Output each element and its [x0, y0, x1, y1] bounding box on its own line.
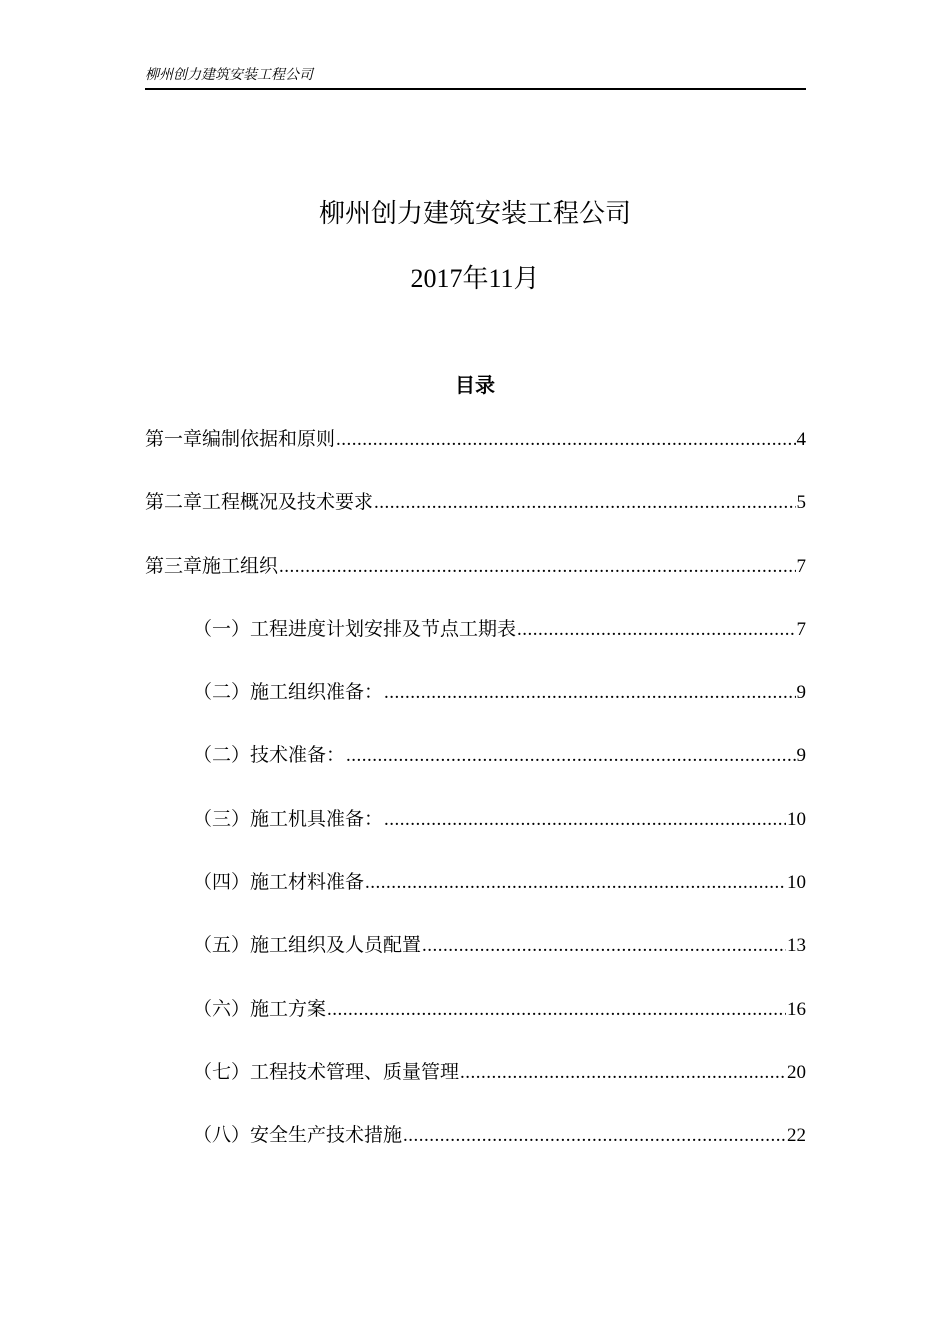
toc-leader-dots: [279, 552, 795, 582]
toc-entry-label: （六）施工方案: [193, 998, 327, 1020]
toc-entry-label: （一）工程进度计划安排及节点工期表: [193, 618, 517, 640]
toc-leader-dots: [422, 931, 786, 961]
toc-entry[interactable]: [145, 676, 806, 739]
toc-entry[interactable]: [145, 803, 806, 866]
toc-entry-label: （四）施工材料准备: [193, 872, 365, 894]
toc-leader-dots: [460, 1058, 786, 1088]
toc-entry-page: 7: [796, 555, 806, 577]
toc-entry-label: 第一章编制依据和原则: [145, 429, 336, 450]
page-header: [145, 64, 806, 90]
toc-entry-page: 9: [796, 682, 806, 704]
toc-entry-page: 16: [787, 998, 806, 1020]
toc-entry-page: 13: [787, 935, 806, 957]
toc-entry-label: （七）工程技术管理、质量管理: [193, 1061, 460, 1083]
toc-leader-dots: [327, 995, 786, 1025]
toc-entry[interactable]: [145, 550, 806, 613]
toc-leader-dots: [403, 1121, 786, 1151]
toc-entry-label: （三）施工机具准备：: [193, 808, 384, 830]
cover-company-name: 柳州创力建筑安装工程公司: [318, 199, 631, 228]
toc-entry-page: 4: [796, 429, 806, 450]
toc-entry-page: 7: [796, 618, 806, 640]
table-of-contents: [145, 423, 806, 1183]
toc-entry[interactable]: [145, 739, 806, 802]
toc-leader-dots: [336, 425, 795, 455]
page-header-text: 柳州创力建筑安装工程公司: [145, 68, 313, 83]
toc-entry-label: （二）施工组织准备：: [193, 682, 384, 704]
toc-leader-dots: [517, 615, 795, 645]
toc-entry[interactable]: [145, 486, 806, 549]
toc-entry[interactable]: [145, 1119, 806, 1182]
cover-date: 2017年11月: [410, 264, 540, 293]
toc-entry-label: （五）施工组织及人员配置: [193, 935, 422, 957]
toc-entry[interactable]: [145, 613, 806, 676]
toc-leader-dots: [384, 678, 795, 708]
toc-leader-dots: [384, 805, 786, 835]
toc-entry-page: 10: [787, 808, 806, 830]
toc-title: 目录: [455, 375, 495, 397]
toc-entry[interactable]: [145, 866, 806, 929]
toc-leader-dots: [346, 741, 795, 771]
toc-entry[interactable]: [145, 993, 806, 1056]
toc-entry-page: 5: [796, 492, 806, 514]
toc-entry-page: 22: [787, 1125, 806, 1147]
toc-entry-page: 10: [787, 872, 806, 894]
toc-leader-dots: [374, 488, 795, 518]
toc-entry-page: 20: [787, 1061, 806, 1083]
toc-entry[interactable]: [145, 929, 806, 992]
toc-entry-label: （八）安全生产技术措施: [193, 1125, 403, 1147]
toc-entry-label: 第二章工程概况及技术要求: [145, 492, 374, 514]
toc-entry[interactable]: [145, 423, 806, 486]
toc-leader-dots: [365, 868, 786, 898]
toc-entry-label: （二）技术准备：: [193, 745, 346, 767]
toc-entry[interactable]: [145, 1056, 806, 1119]
toc-entry-page: 9: [796, 745, 806, 767]
toc-entry-label: 第三章施工组织: [145, 555, 279, 577]
